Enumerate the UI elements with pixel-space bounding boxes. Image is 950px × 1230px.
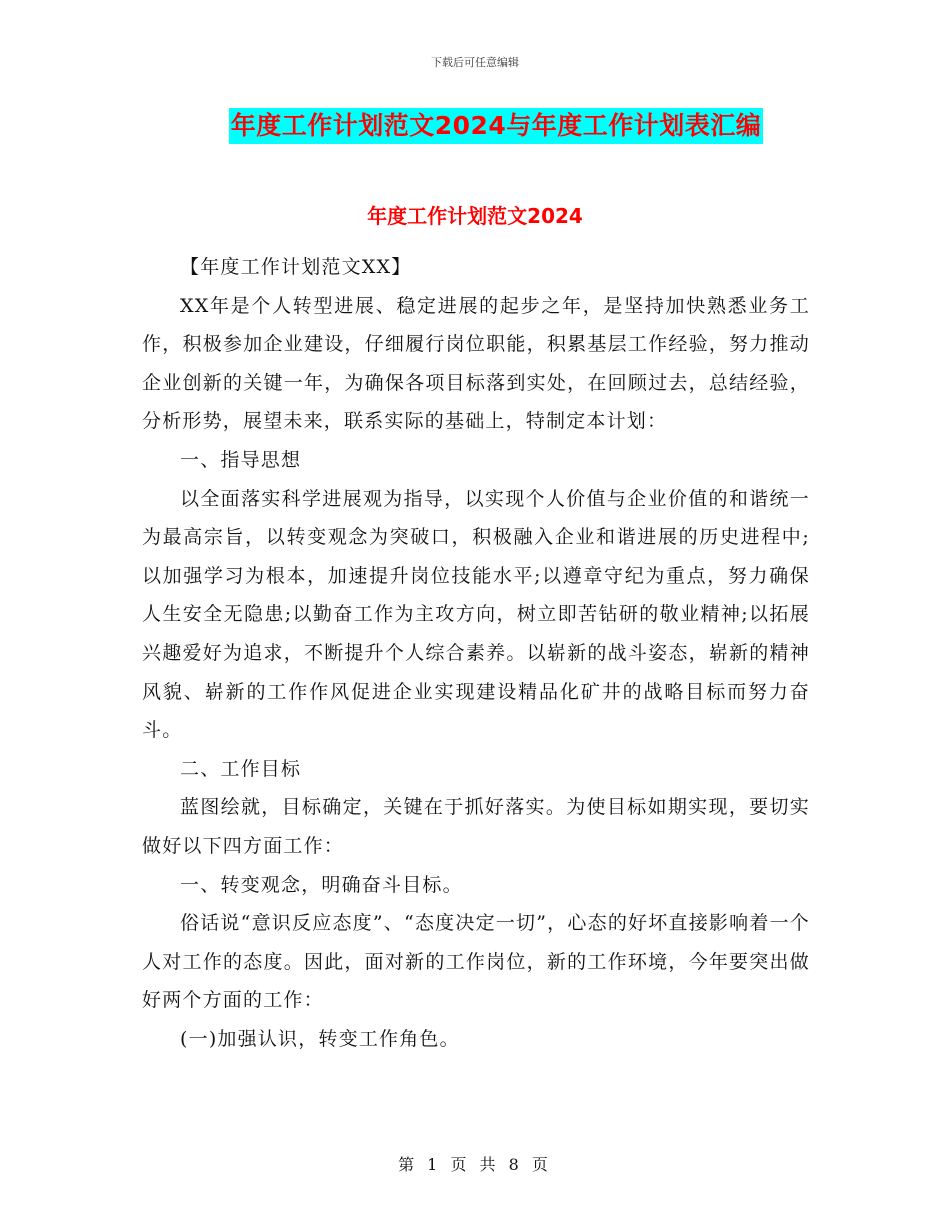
main-title: 年度工作计划范文2024与年度工作计划表汇编	[229, 108, 764, 144]
document-body	[142, 248, 810, 1058]
paragraph-guiding-thought: 以全面落实科学进展观为指导，以实现个人价值与企业价值的和谐统一为最高宗旨，以转变观念为突破口，积极融入企业和谐进展的历史进程中;以加强学习为根本，加速提升岗位技能水平;以遵章守纪为重点，努力确保人生安全无隐患;以勤奋工作为主攻方向，树立即苦钻研的敬业精神;以拓展兴趣爱好为追求，不断提升个人综合素养。以崭新的战斗姿态，崭新的精神风貌、崭新的工作作风促进企业实现建设精品化矿井的战略目标而努力奋斗。	[142, 487, 810, 742]
paragraph-intro: XX年是个人转型进展、稳定进展的起步之年，是坚持加快熟悉业务工作，积极参加企业建设，仔细履行岗位职能，积累基层工作经验，努力推动企业创新的关键一年，为确保各项目标落到实处，在回顾过去，总结经验，分析形势，展望未来，联系实际的基础上，特制定本计划：	[142, 294, 810, 433]
subsection-item-one: (一)加强认识，转变工作角色。	[180, 1027, 460, 1050]
section-heading-work-goals: 二、工作目标	[180, 757, 302, 780]
page-indicator: 第 1 页 共 8 页	[398, 1155, 552, 1174]
sub-title: 年度工作计划范文2024	[367, 204, 583, 228]
main-title-wrap	[0, 108, 950, 144]
header-note: 下载后可任意编辑	[431, 56, 519, 69]
subsection-heading-change-mindset: 一、转变观念，明确奋斗目标。	[180, 873, 463, 896]
paragraph-attitude: 俗话说“意识反应态度”、“态度决定一切”，心态的好坏直接影响着一个人对工作的态度。因此，面对新的工作岗位，新的工作环境，今年要突出做好两个方面的工作：	[142, 912, 810, 1012]
paragraph-work-goals: 蓝图绘就，目标确定，关键在于抓好落实。为使目标如期实现，要切实做好以下四方面工作：	[142, 796, 810, 857]
section-heading-guiding-thought: 一、指导思想	[180, 448, 302, 471]
paragraph-heading-label: 【年度工作计划范文XX】	[180, 256, 412, 278]
